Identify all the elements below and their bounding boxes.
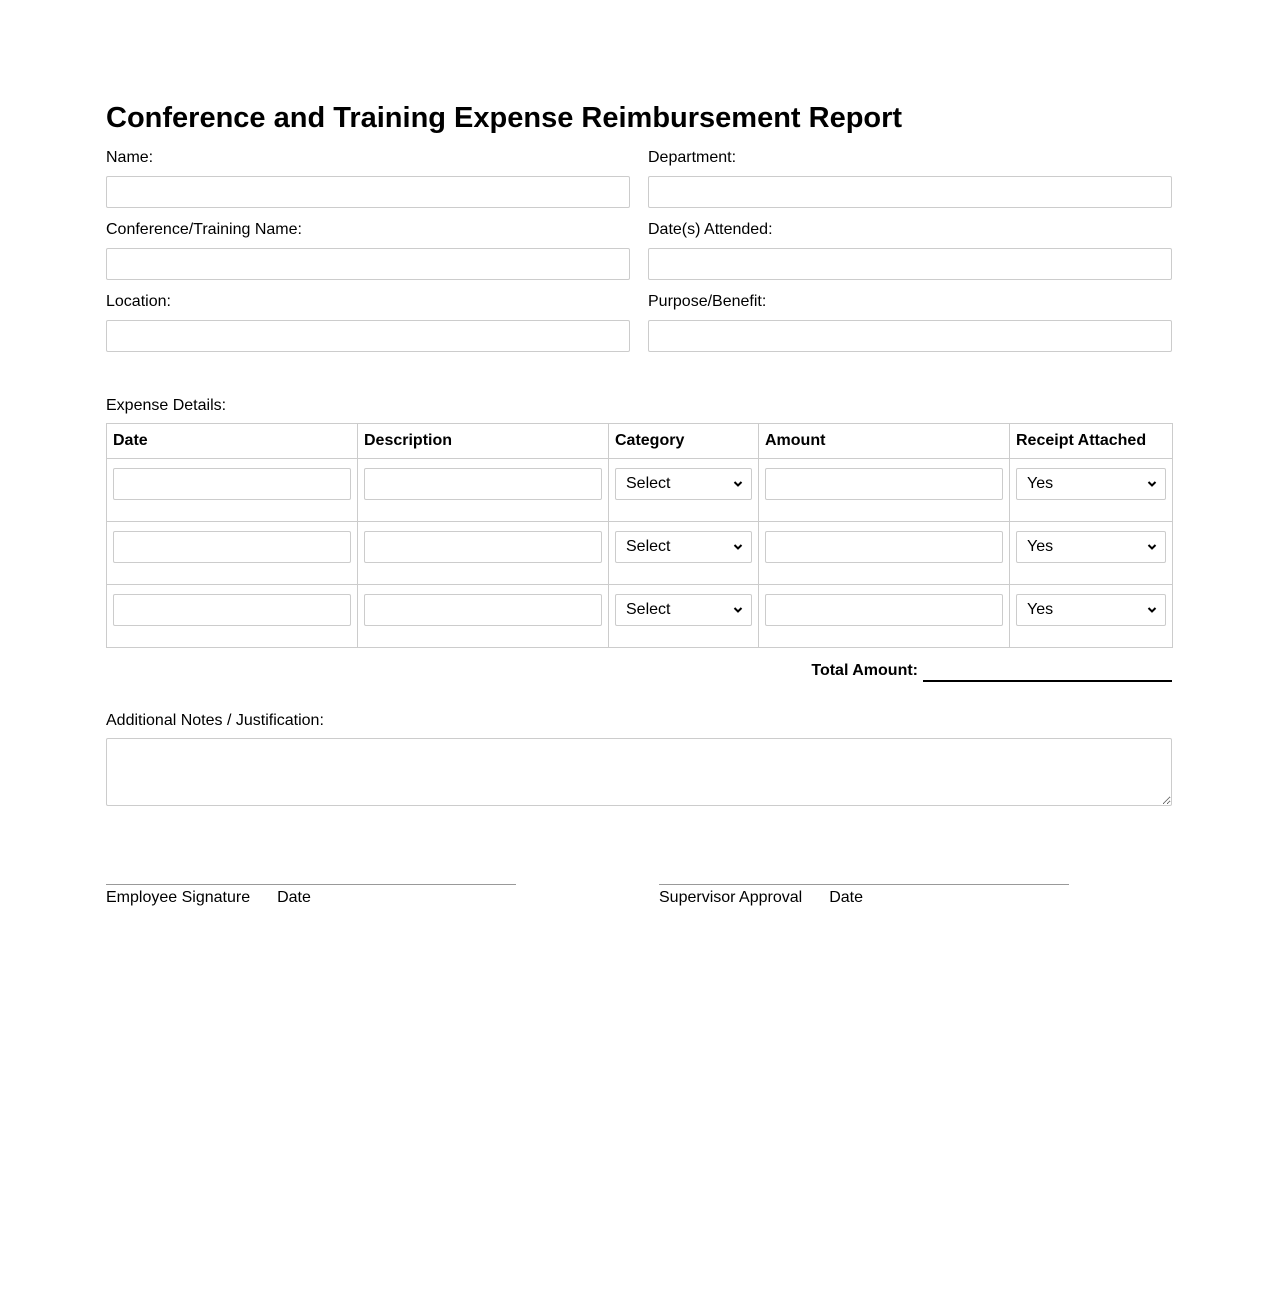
receipt-select-value: Yes [1027,475,1054,492]
receipt-cell [1010,522,1173,585]
chevron-down-icon [1147,605,1157,615]
column-header-date: Date [107,424,358,459]
table-row [107,522,1173,585]
field-conference-name [106,221,630,293]
supervisor-date-label: Date [829,889,863,906]
notes-label: Additional Notes / Justification: [106,712,324,729]
expense-description-input[interactable] [364,468,602,500]
header-fields [106,149,1172,365]
field-dates-attended [648,221,1172,293]
dates-attended-label: Date(s) Attended: [648,221,773,238]
column-header-description: Description [358,424,609,459]
purpose-benefit-label: Purpose/Benefit: [648,293,767,310]
amount-cell [759,585,1010,648]
employee-signature-label: Employee Signature [106,889,251,906]
expense-date-input[interactable] [113,468,351,500]
column-header-receipt-attached: Receipt Attached [1010,424,1173,459]
description-cell [358,585,609,648]
date-cell [107,585,358,648]
department-label: Department: [648,149,737,166]
receipt-cell [1010,459,1173,522]
employee-date-label: Date [277,889,311,906]
page-title: Conference and Training Expense Reimbursement Report [106,102,903,134]
receipt-attached-select[interactable] [1016,531,1166,563]
receipt-cell [1010,585,1173,648]
total-amount-row [106,662,1172,680]
category-select[interactable] [615,594,752,626]
receipt-select-value: Yes [1027,538,1054,555]
expense-amount-input[interactable] [765,594,1003,626]
amount-cell [759,459,1010,522]
receipt-attached-select[interactable] [1016,594,1166,626]
location-label: Location: [106,293,171,310]
supervisor-approval-label: Supervisor Approval [659,889,803,906]
expense-date-input[interactable] [113,594,351,626]
expense-amount-input[interactable] [765,468,1003,500]
category-select[interactable] [615,468,752,500]
field-location [106,293,630,365]
name-label: Name: [106,149,154,166]
expense-description-input[interactable] [364,594,602,626]
receipt-attached-select[interactable] [1016,468,1166,500]
date-cell [107,459,358,522]
field-purpose-benefit [648,293,1172,365]
description-cell [358,459,609,522]
date-cell [107,522,358,585]
category-cell [609,522,759,585]
expense-details-label: Expense Details: [106,397,227,414]
employee-signature-labels [106,889,516,907]
table-row [107,585,1173,648]
table-row [107,459,1173,522]
purpose-benefit-input[interactable] [648,320,1172,352]
column-header-amount: Amount [759,424,1010,459]
category-select-value: Select [626,538,671,555]
supervisor-signature-labels [659,889,1069,907]
signature-section [106,884,1172,907]
employee-signature-block [106,884,516,907]
category-cell [609,585,759,648]
name-input[interactable] [106,176,630,208]
supervisor-signature-line [659,884,1069,885]
total-amount-line [923,666,1172,682]
category-select-value: Select [626,475,671,492]
column-header-category: Category [609,424,759,459]
dates-attended-input[interactable] [648,248,1172,280]
employee-signature-line [106,884,516,885]
total-amount-label: Total Amount: [811,662,918,679]
chevron-down-icon [733,479,743,489]
spacer [802,889,829,907]
field-department [648,149,1172,221]
category-cell [609,459,759,522]
amount-cell [759,522,1010,585]
location-input[interactable] [106,320,630,352]
chevron-down-icon [1147,479,1157,489]
department-input[interactable] [648,176,1172,208]
expense-date-input[interactable] [113,531,351,563]
table-header-row [107,424,1173,459]
category-select-value: Select [626,601,671,618]
receipt-select-value: Yes [1027,601,1054,618]
spacer [250,889,277,907]
expense-table [106,423,1173,648]
field-name [106,149,630,221]
conference-name-label: Conference/Training Name: [106,221,302,238]
conference-name-input[interactable] [106,248,630,280]
expense-description-input[interactable] [364,531,602,563]
chevron-down-icon [1147,542,1157,552]
chevron-down-icon [733,605,743,615]
chevron-down-icon [733,542,743,552]
expense-report-form [106,0,1172,907]
notes-textarea[interactable] [106,738,1172,806]
category-select[interactable] [615,531,752,563]
description-cell [358,522,609,585]
supervisor-signature-block [659,884,1069,907]
expense-amount-input[interactable] [765,531,1003,563]
